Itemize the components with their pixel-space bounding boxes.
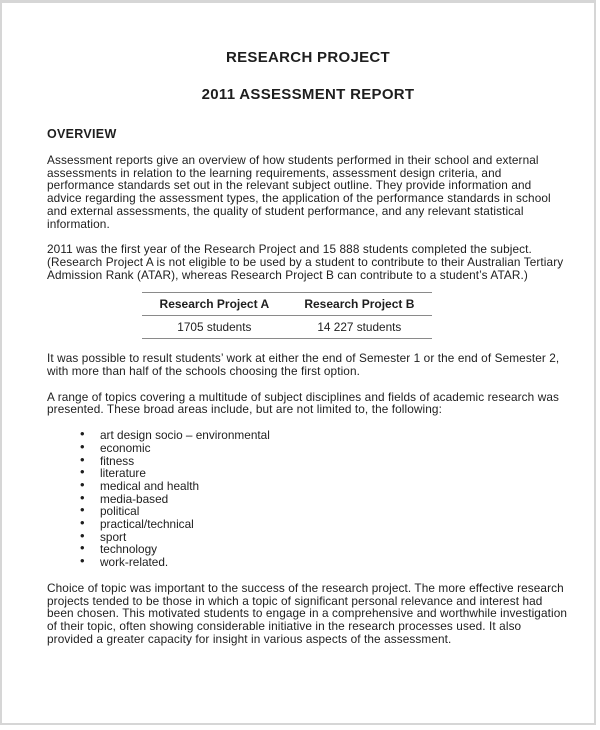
table-cell-project-b-students: 14 227 students bbox=[287, 316, 432, 339]
table-data-row bbox=[142, 316, 432, 339]
topic-list-item: • sport bbox=[47, 531, 569, 544]
table-cell-project-a-students: 1705 students bbox=[142, 316, 287, 339]
paragraph-assessment-reports: Assessment reports give an overview of how students performed in their school and external assessments in relation to the learning requirements, assessment design criteria, and performance standards set out in the relevant subject outline. They provide information and advice regarding the assessment types, the application of the performance standards in school and external assessments, the quality of student performance, and any relevant statistical information. bbox=[47, 153, 551, 231]
topic-list-item: • political bbox=[47, 505, 569, 518]
table-header-row bbox=[142, 293, 432, 316]
topic-list-item: • economic bbox=[47, 442, 569, 455]
section-heading-overview: OVERVIEW bbox=[47, 127, 117, 141]
topic-list-item: • fitness bbox=[47, 455, 569, 468]
paragraph-topic-range: A range of topics covering a multitude of subject disciplines and fields of academic research was presented. These broad areas include, but are not limited to, the following: bbox=[47, 389, 559, 417]
paragraph-topic-choice: Choice of topic was important to the success of the research project. The more effective research projects tended to be those in which a topic of significant personal relevance and interest had been chosen. This motivated students to engage in a comprehensive and worthwhile investigation of their topic, often showing considerable initiative in the research processes used. It also provided a greater capacity for insight in various aspects of the assessment. bbox=[47, 580, 568, 646]
topic-list-item: • work-related. bbox=[47, 556, 569, 569]
document-content bbox=[47, 3, 569, 645]
topic-list-item: • media-based bbox=[47, 493, 569, 506]
paragraph-semester-results: It was possible to result students’ work at either the end of Semester 1 or the end of Semester 2, with more than half of the schools choosing the first option. bbox=[47, 351, 560, 379]
topic-list bbox=[47, 429, 569, 569]
topic-list-item: • art design socio – environmental bbox=[47, 429, 569, 442]
topic-list-item: • medical and health bbox=[47, 480, 569, 493]
doc-subtitle: 2011 ASSESSMENT REPORT bbox=[201, 86, 415, 103]
paragraph-first-year-stats: 2011 was the first year of the Research Project and 15 888 students completed the subject. (Research Project A is not eligible to be used by a student to contribute to their Australian Tertiary Admission Rank (ATAR), whereas Research Project B can contribute to a student’s ATAR.) bbox=[47, 242, 564, 282]
doc-title: RESEARCH PROJECT bbox=[226, 49, 390, 66]
topic-list-item: • technology bbox=[47, 543, 569, 556]
topic-list-item: • literature bbox=[47, 467, 569, 480]
table-header-project-a: Research Project A bbox=[142, 293, 287, 316]
table-header-project-b: Research Project B bbox=[287, 293, 432, 316]
enrolment-table bbox=[142, 292, 432, 339]
topic-list-item: • practical/technical bbox=[47, 518, 569, 531]
